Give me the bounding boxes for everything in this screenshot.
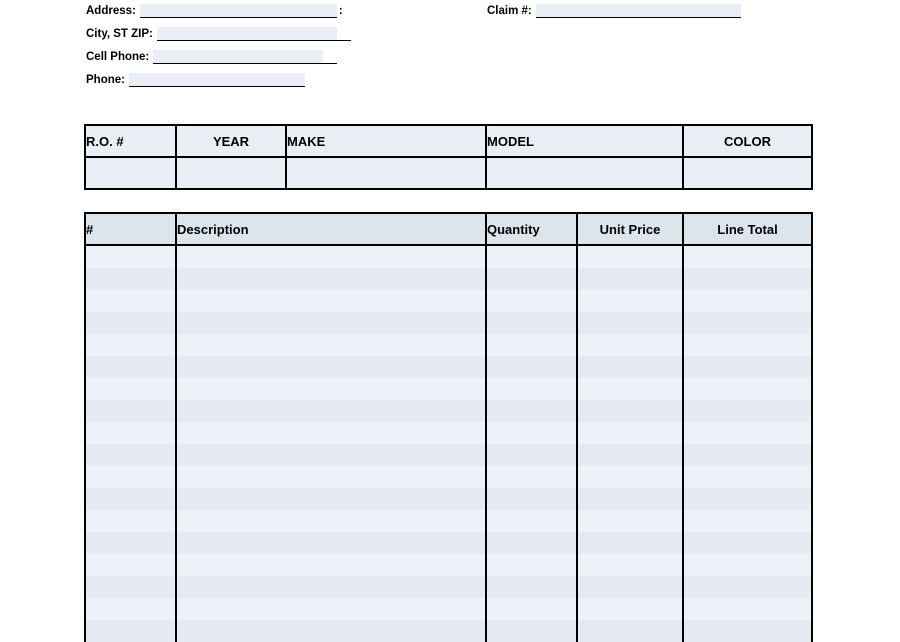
item-cell-line-total[interactable] [683,510,812,532]
item-cell-line-total[interactable] [683,488,812,510]
item-cell-quantity[interactable] [486,268,577,290]
item-cell-unit-price[interactable] [577,510,683,532]
item-cell-quantity[interactable] [486,356,577,378]
item-cell-description[interactable] [176,510,486,532]
item-cell-number[interactable] [85,378,176,400]
item-cell-line-total[interactable] [683,466,812,488]
item-cell-number[interactable] [85,576,176,598]
item-cell-description[interactable] [176,488,486,510]
item-cell-unit-price[interactable] [577,554,683,576]
table-row [85,488,812,510]
item-cell-unit-price[interactable] [577,356,683,378]
item-cell-quantity[interactable] [486,598,577,620]
item-cell-unit-price[interactable] [577,532,683,554]
item-cell-number[interactable] [85,422,176,444]
item-cell-unit-price[interactable] [577,334,683,356]
line-items-table [84,212,813,642]
item-cell-description[interactable] [176,554,486,576]
item-cell-description[interactable] [176,334,486,356]
item-cell-description[interactable] [176,466,486,488]
vehicle-cell-ro-number[interactable] [85,157,176,189]
city-state-zip-field-row [86,27,351,41]
item-cell-unit-price[interactable] [577,378,683,400]
item-cell-unit-price[interactable] [577,576,683,598]
item-cell-quantity[interactable] [486,245,577,268]
item-cell-description[interactable] [176,400,486,422]
item-cell-line-total[interactable] [683,554,812,576]
item-cell-unit-price[interactable] [577,444,683,466]
item-cell-description[interactable] [176,245,486,268]
table-row [85,400,812,422]
item-cell-quantity[interactable] [486,466,577,488]
line-items-body [85,245,812,642]
table-row [85,268,812,290]
item-cell-line-total[interactable] [683,268,812,290]
item-cell-quantity[interactable] [486,532,577,554]
table-row [85,157,812,189]
item-cell-unit-price[interactable] [577,245,683,268]
item-cell-quantity[interactable] [486,378,577,400]
item-cell-unit-price[interactable] [577,312,683,334]
item-cell-number[interactable] [85,444,176,466]
items-col-quantity: Quantity [486,213,577,245]
table-row [85,334,812,356]
item-cell-line-total[interactable] [683,312,812,334]
address-input[interactable] [140,4,337,18]
item-cell-number[interactable] [85,290,176,312]
cell-phone-label: Cell Phone: [86,51,150,63]
item-cell-description[interactable] [176,312,486,334]
item-cell-description[interactable] [176,598,486,620]
item-cell-quantity[interactable] [486,510,577,532]
items-col-line-total: Line Total [683,213,812,245]
item-cell-number[interactable] [85,510,176,532]
vehicle-cell-year[interactable] [176,157,286,189]
item-cell-number[interactable] [85,532,176,554]
item-cell-quantity[interactable] [486,312,577,334]
item-cell-line-total[interactable] [683,356,812,378]
address-trailer: : [338,5,343,17]
cell-phone-field-row [86,50,337,64]
vehicle-col-year: YEAR [176,125,286,157]
table-row [85,444,812,466]
city-state-zip-line-extension [337,27,351,41]
item-cell-unit-price[interactable] [577,620,683,642]
item-cell-number[interactable] [85,466,176,488]
table-row [85,245,812,268]
item-cell-unit-price[interactable] [577,268,683,290]
address-field-row [86,4,343,18]
item-cell-unit-price[interactable] [577,598,683,620]
item-cell-number[interactable] [85,334,176,356]
item-cell-line-total[interactable] [683,245,812,268]
item-cell-line-total[interactable] [683,400,812,422]
vehicle-cell-color[interactable] [683,157,812,189]
item-cell-number[interactable] [85,400,176,422]
item-cell-quantity[interactable] [486,444,577,466]
phone-field-row [86,73,305,87]
item-cell-quantity[interactable] [486,488,577,510]
table-row [85,290,812,312]
line-items-header-row [85,213,812,245]
item-cell-description[interactable] [176,444,486,466]
item-cell-quantity[interactable] [486,290,577,312]
item-cell-description[interactable] [176,620,486,642]
item-cell-description[interactable] [176,532,486,554]
claim-number-label: Claim #: [487,5,532,17]
item-cell-number[interactable] [85,554,176,576]
table-row [85,576,812,598]
item-cell-unit-price[interactable] [577,422,683,444]
item-cell-number[interactable] [85,268,176,290]
item-cell-unit-price[interactable] [577,488,683,510]
claim-number-input[interactable] [536,4,741,18]
phone-label: Phone: [86,74,125,86]
item-cell-quantity[interactable] [486,620,577,642]
item-cell-number[interactable] [85,620,176,642]
table-row [85,312,812,334]
items-col-unit-price: Unit Price [577,213,683,245]
item-cell-number[interactable] [85,245,176,268]
item-cell-line-total[interactable] [683,620,812,642]
item-cell-number[interactable] [85,598,176,620]
vehicle-col-model: MODEL [486,125,683,157]
phone-input[interactable] [129,73,305,87]
item-cell-quantity[interactable] [486,576,577,598]
table-row [85,620,812,642]
table-row [85,598,812,620]
item-cell-quantity[interactable] [486,334,577,356]
item-cell-number[interactable] [85,312,176,334]
claim-number-field-row [487,4,741,18]
item-cell-unit-price[interactable] [577,400,683,422]
item-cell-quantity[interactable] [486,400,577,422]
table-row [85,532,812,554]
table-row [85,378,812,400]
city-state-zip-label: City, ST ZIP: [86,28,153,40]
item-cell-line-total[interactable] [683,532,812,554]
item-cell-description[interactable] [176,422,486,444]
table-row [85,356,812,378]
vehicle-table-header-row [85,125,812,157]
table-row [85,510,812,532]
items-col-number: # [85,213,176,245]
item-cell-line-total[interactable] [683,598,812,620]
item-cell-quantity[interactable] [486,422,577,444]
city-state-zip-input[interactable] [157,27,337,41]
item-cell-unit-price[interactable] [577,466,683,488]
item-cell-line-total[interactable] [683,378,812,400]
table-row [85,554,812,576]
item-cell-description[interactable] [176,290,486,312]
address-label: Address: [86,5,136,17]
vehicle-col-ro-number: R.O. # [85,125,176,157]
table-row [85,422,812,444]
item-cell-line-total[interactable] [683,290,812,312]
item-cell-description[interactable] [176,356,486,378]
item-cell-line-total[interactable] [683,422,812,444]
item-cell-quantity[interactable] [486,554,577,576]
cell-phone-input[interactable] [153,50,323,64]
item-cell-line-total[interactable] [683,334,812,356]
header-fields [0,0,900,100]
item-cell-unit-price[interactable] [577,290,683,312]
item-cell-description[interactable] [176,378,486,400]
item-cell-description[interactable] [176,268,486,290]
cell-phone-line-extension [323,50,337,64]
vehicle-cell-make[interactable] [286,157,486,189]
item-cell-number[interactable] [85,488,176,510]
vehicle-col-color: COLOR [683,125,812,157]
vehicle-cell-model[interactable] [486,157,683,189]
vehicle-info-table [84,124,813,190]
item-cell-number[interactable] [85,356,176,378]
item-cell-line-total[interactable] [683,576,812,598]
table-row [85,466,812,488]
item-cell-line-total[interactable] [683,444,812,466]
items-col-description: Description [176,213,486,245]
vehicle-col-make: MAKE [286,125,486,157]
item-cell-description[interactable] [176,576,486,598]
